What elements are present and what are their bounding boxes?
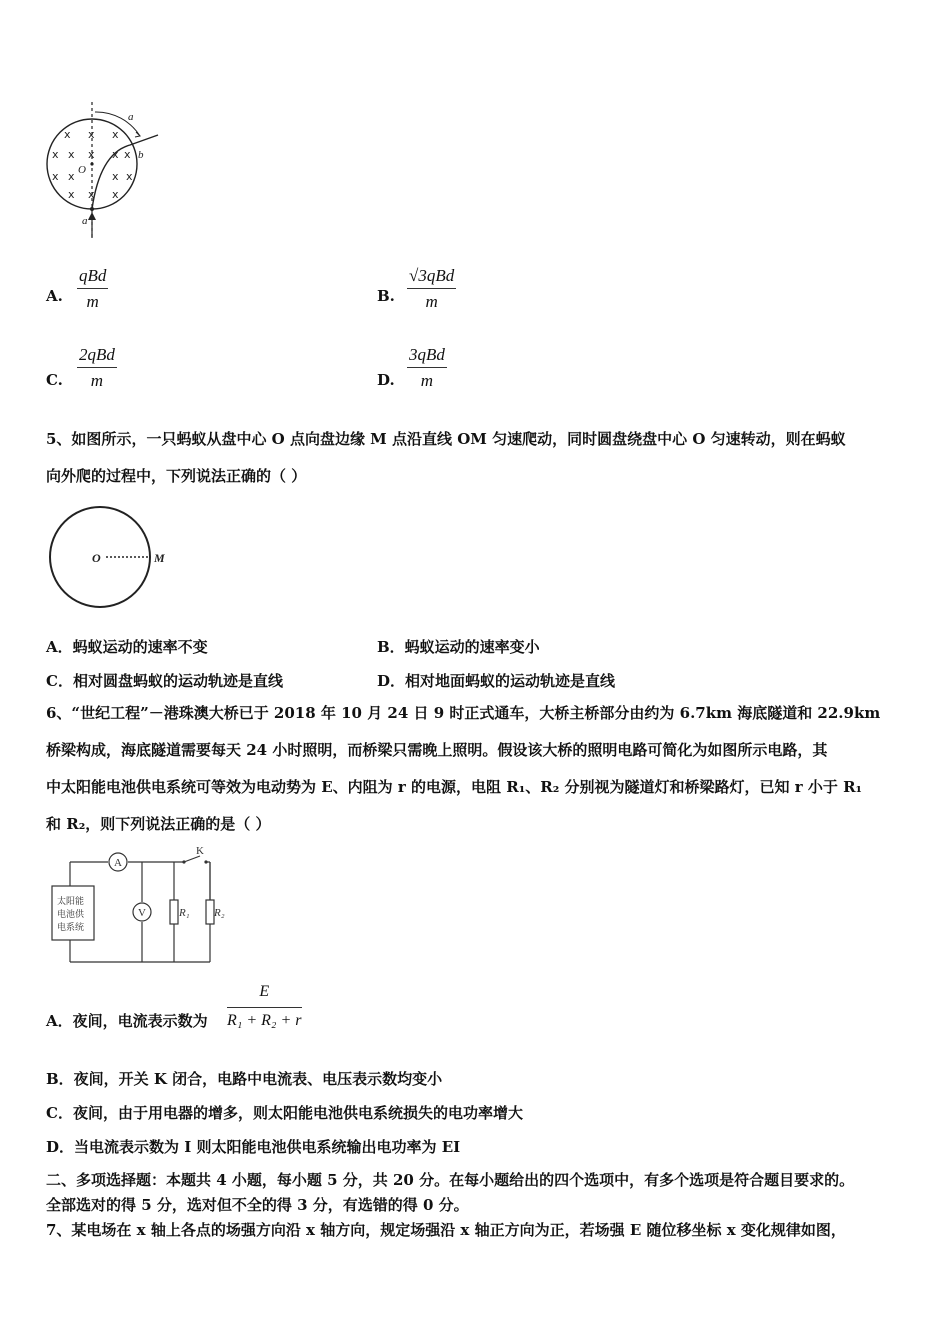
q4-option-b-num: √3qBd [407, 266, 456, 289]
rotating-disc-figure [48, 505, 178, 610]
section2-header-line1: 二、多项选择题：本题共 4 小题，每小题 5 分，共 20 分。在每小题给出的四个选项中，有多个选项是符合题目要求的。 [46, 1171, 855, 1189]
q4-option-c-num: 2qBd [77, 345, 117, 368]
q6-option-a-den: R₁ + R₂ + r [227, 1012, 302, 1029]
svg-text:x: x [112, 128, 119, 141]
label-b: b [138, 149, 144, 161]
source-label-line2: 电池供 [57, 910, 85, 920]
q5-stem-line2: 向外爬的过程中，下列说法正确的（ ） [46, 467, 307, 485]
svg-text:x: x [88, 148, 95, 161]
svg-text:x: x [68, 170, 75, 183]
svg-text:x: x [126, 170, 133, 183]
magnetic-field-figure [40, 98, 170, 243]
q4-option-b-fraction [407, 266, 456, 312]
svg-text:x: x [124, 148, 131, 161]
q4-option-b-label: B. [377, 287, 395, 305]
svg-text:x: x [68, 188, 75, 201]
q4-option-c-den: m [90, 371, 104, 390]
svg-text:x: x [52, 170, 59, 183]
q4-option-d-den: m [420, 371, 434, 390]
q7-stem-line1: 7、某电场在 x 轴上各点的场强方向沿 x 轴方向，规定场强沿 x 轴正方向为正，若场强 E 随位移坐标 x 变化规律如图， [46, 1221, 846, 1239]
q6-stem-line2: 桥梁构成，海底隧道需要每天 24 小时照明，而桥梁只需晚上照明。假设该大桥的照明电路可简化为如图所示电路，其 [46, 741, 828, 759]
source-label-line3: 电系统 [57, 923, 85, 933]
q6-option-c: C．夜间，由于用电器的增多，则太阳能电池供电系统损失的电功率增大 [46, 1104, 523, 1122]
q6-option-b: B．夜间，开关 K 闭合，电路中电流表、电压表示数均变小 [46, 1070, 443, 1088]
q5-option-c: C．相对圆盘蚂蚁的运动轨迹是直线 [46, 672, 283, 690]
q4-option-c-fraction [77, 345, 117, 391]
r1-label: R₁ [179, 907, 190, 919]
voltmeter-icon: V [138, 907, 146, 919]
svg-text:x: x [88, 128, 95, 141]
q4-option-d-label: D. [377, 371, 395, 389]
q4-option-a-label: A. [46, 287, 63, 305]
ammeter-icon: A [114, 857, 122, 869]
q6-stem-line1: 6、“世纪工程”－港珠澳大桥已于 2018 年 10 月 24 日 9 时正式通车，大桥主桥部分由约为 6.7km 海底隧道和 22.9km [46, 704, 881, 722]
label-O: O [78, 164, 86, 176]
q5-option-a: A．蚂蚁运动的速率不变 [46, 638, 208, 656]
q6-option-d: D．当电流表示数为 I 则太阳能电池供电系统输出电功率为 EI [46, 1138, 461, 1156]
q4-option-c-label: C. [46, 371, 63, 389]
q6-stem-line3: 中太阳能电池供电系统可等效为电动势为 E、内阻为 r 的电源，电阻 R₁、R₂ 分别视为隧道灯和桥梁路灯，已知 r 小于 R₁ [46, 778, 863, 796]
disc-label-O: O [92, 551, 101, 565]
q6-option-a-text: A．夜间，电流表示数为 [46, 1012, 208, 1030]
q6-option-a-num: E [227, 983, 302, 1008]
switch-label: K [196, 845, 204, 857]
circuit-diagram [48, 845, 225, 970]
label-a-bottom: a [82, 215, 88, 227]
q4-option-a-den: m [86, 292, 99, 311]
r2-label: R₂ [214, 907, 225, 919]
svg-text:x: x [112, 170, 119, 183]
q5-option-d: D．相对地面蚂蚁的运动轨迹是直线 [377, 672, 616, 690]
label-a-top: a [128, 111, 134, 123]
q4-option-a-num: qBd [77, 266, 108, 289]
q4-option-d-num: 3qBd [407, 345, 447, 368]
source-label-line1: 太阳能 [57, 897, 85, 907]
q5-stem-line1: 5、如图所示，一只蚂蚁从盘中心 O 点向盘边缘 M 点沿直线 OM 匀速爬动，同时圆盘绕盘中心 O 匀速转动，则在蚂蚁 [46, 430, 846, 448]
section2-header-line2: 全部选对的得 5 分，选对但不全的得 3 分，有选错的得 0 分。 [46, 1196, 469, 1214]
q6-stem-line4: 和 R₂，则下列说法正确的是（ ） [46, 815, 271, 833]
svg-text:x: x [68, 148, 75, 161]
svg-text:x: x [88, 188, 95, 201]
svg-text:x: x [64, 128, 71, 141]
svg-text:x: x [112, 148, 119, 161]
q4-option-a-fraction [77, 266, 108, 312]
disc-label-M: M [154, 551, 165, 565]
svg-text:x: x [112, 188, 119, 201]
q4-option-b-den: m [425, 292, 438, 311]
q6-option-a-fraction [227, 983, 302, 1030]
q5-option-b: B．蚂蚁运动的速率变小 [377, 638, 540, 656]
svg-text:x: x [52, 148, 59, 161]
q4-option-d-fraction [407, 345, 447, 391]
